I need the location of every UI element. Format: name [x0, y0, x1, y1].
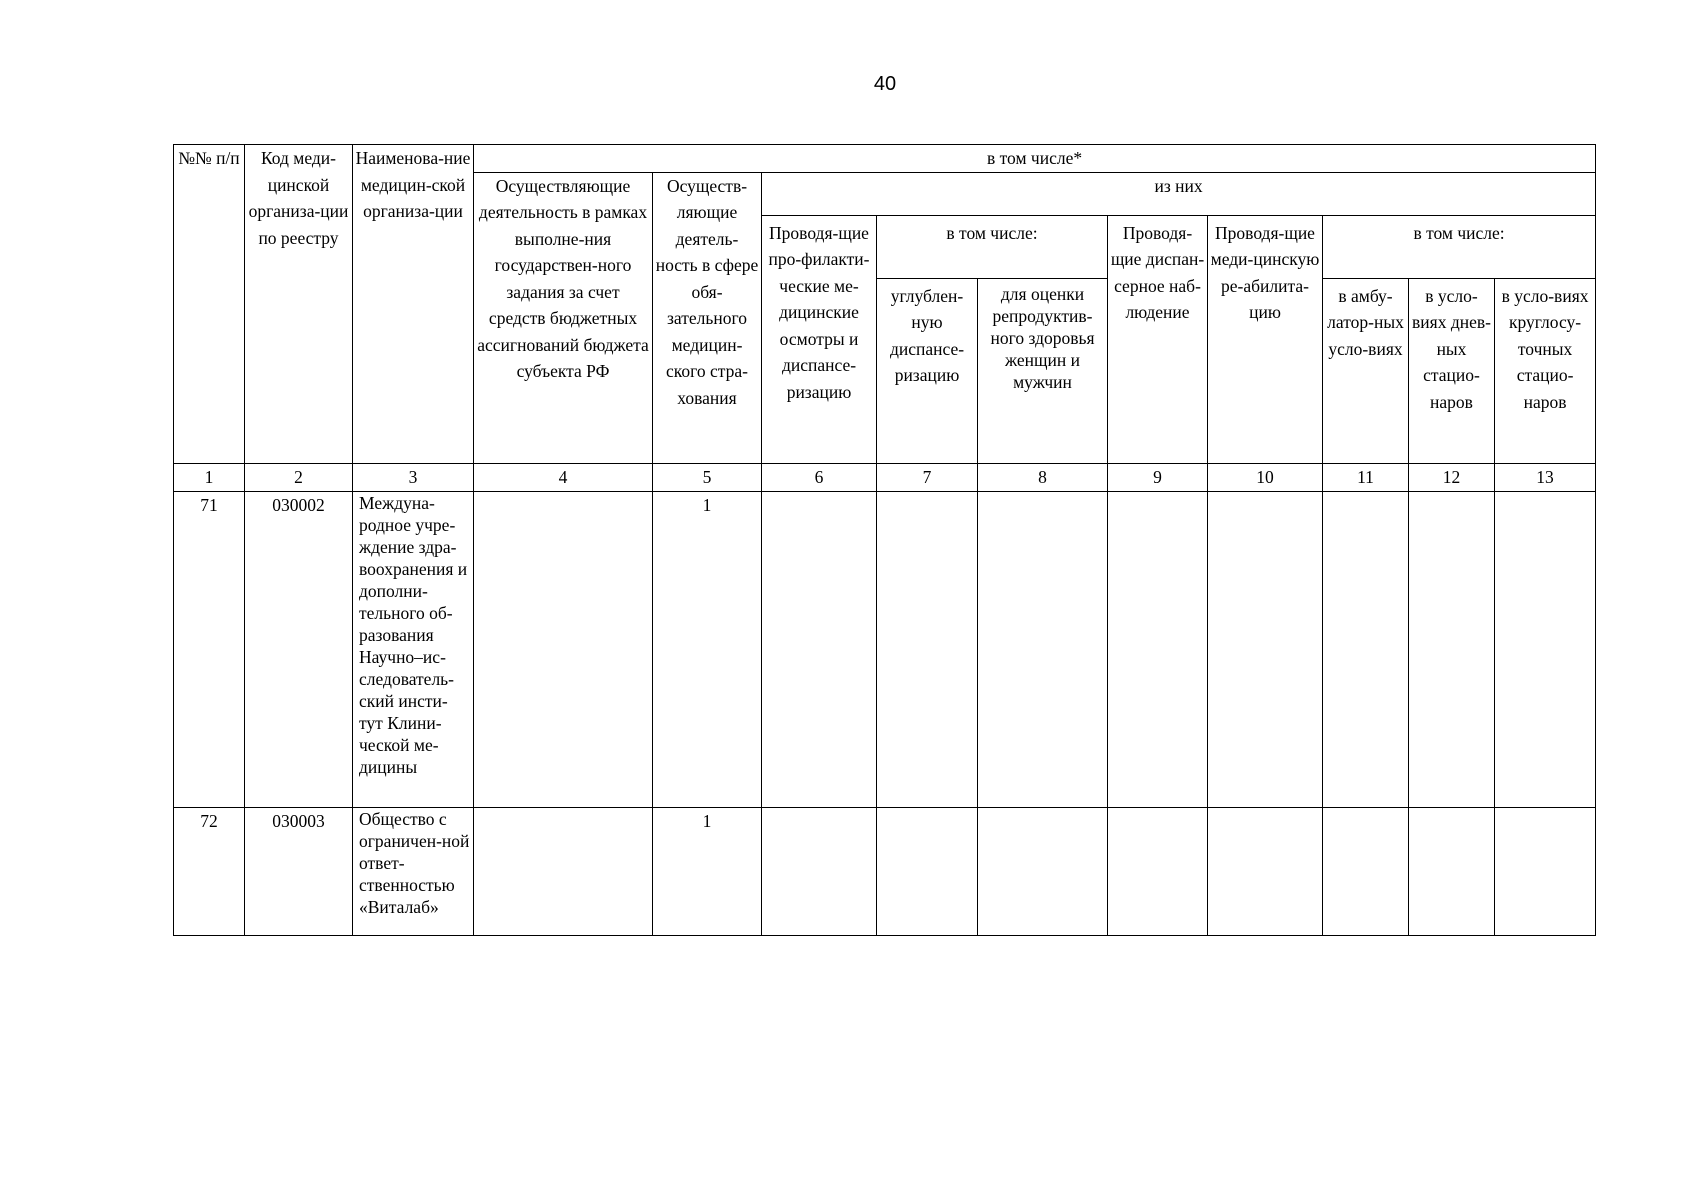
header-including-2: в том числе:: [1323, 215, 1596, 278]
header-reproductive-health: для оценки репродуктив-ного здоровья женщин и мужчин: [978, 278, 1108, 463]
header-ambulatory: в амбу-латор-ных усло-виях: [1323, 278, 1409, 463]
column-number: 8: [978, 463, 1108, 491]
page-number: 40: [873, 73, 897, 95]
row-cell: [1409, 807, 1495, 935]
row-cell: [877, 491, 978, 807]
column-number: 6: [762, 463, 877, 491]
row-oms: 1: [653, 807, 762, 935]
column-number: 9: [1108, 463, 1208, 491]
header-rehab: Проводя-щие меди-цинскую ре-абилита-цию: [1208, 215, 1323, 463]
medical-organizations-table: [173, 144, 1596, 936]
header-including-1: в том числе:: [877, 215, 1108, 278]
row-cell: [1108, 807, 1208, 935]
row-state-task: [474, 491, 653, 807]
header-code: Код меди-цинской организа-ции по реестру: [245, 145, 353, 464]
column-number: 7: [877, 463, 978, 491]
header-name: Наименова-ние медицин-ской организа-ции: [353, 145, 474, 464]
header-dispensary: Проводя-щие диспан-серное наб-людение: [1108, 215, 1208, 463]
row-cell: [1495, 491, 1596, 807]
header-prophylactic: Проводя-щие про-филакти-ческие ме-дицинские осмотры и диспансе-ризацию: [762, 215, 877, 463]
header-round-the-clock-hospital: в усло-виях круглосу-точных стацио-наров: [1495, 278, 1596, 463]
row-cell: [1495, 807, 1596, 935]
column-number: 5: [653, 463, 762, 491]
column-number: 1: [174, 463, 245, 491]
row-cell: [1323, 807, 1409, 935]
header-deep-dispensarization: углублен-ную диспансе-ризацию: [877, 278, 978, 463]
column-number: 13: [1495, 463, 1596, 491]
row-state-task: [474, 807, 653, 935]
row-num: 71: [174, 491, 245, 807]
row-num: 72: [174, 807, 245, 935]
row-org-name: Общество с ограничен-ной ответ-ственностью «Виталаб»: [353, 807, 474, 935]
table-row: [174, 491, 1596, 807]
header-num: №№ п/п: [174, 145, 245, 464]
row-cell: [762, 491, 877, 807]
row-cell: [1323, 491, 1409, 807]
column-number: 11: [1323, 463, 1409, 491]
column-number: 10: [1208, 463, 1323, 491]
row-cell: [978, 807, 1108, 935]
row-org-name: Междуна-родное учре-ждение здра-воохранения и дополни-тельного об-разования Научно–ис-следователь-ский инсти-тут Клини-ческой ме-дицины: [353, 491, 474, 807]
column-number: 2: [245, 463, 353, 491]
column-number: 3: [353, 463, 474, 491]
row-cell: [1208, 807, 1323, 935]
header-including-star: в том числе*: [474, 145, 1596, 173]
row-cell: [1208, 491, 1323, 807]
header-of-them: из них: [762, 172, 1596, 215]
header-day-hospital: в усло-виях днев-ных стацио-наров: [1409, 278, 1495, 463]
row-cell: [762, 807, 877, 935]
column-number: 12: [1409, 463, 1495, 491]
row-cell: [877, 807, 978, 935]
table-row: [174, 807, 1596, 935]
column-number: 4: [474, 463, 653, 491]
row-code: 030002: [245, 491, 353, 807]
row-cell: [978, 491, 1108, 807]
row-cell: [1409, 491, 1495, 807]
row-cell: [1108, 491, 1208, 807]
header-state-task: Осуществляющие деятельность в рамках выполне-ния государствен-ного задания за счет средств бюджетных ассигнований бюджета субъекта РФ: [474, 172, 653, 463]
row-code: 030003: [245, 807, 353, 935]
row-oms: 1: [653, 491, 762, 807]
header-oms: Осуществ-ляющие деятель-ность в сфере обя-зательного медицин-ского стра-хования: [653, 172, 762, 463]
